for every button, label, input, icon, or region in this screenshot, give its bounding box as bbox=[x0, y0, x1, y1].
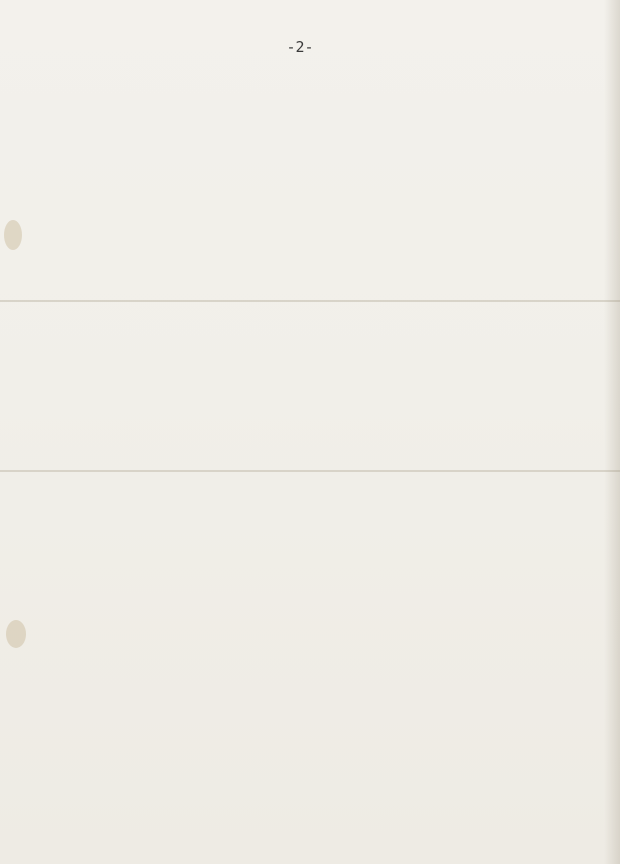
typewritten-body bbox=[70, 94, 590, 833]
typed-line bbox=[70, 564, 590, 586]
typed-line bbox=[70, 273, 590, 295]
typed-line bbox=[70, 699, 590, 721]
typed-line bbox=[70, 788, 590, 810]
typed-line bbox=[70, 721, 590, 743]
typed-line bbox=[70, 206, 590, 228]
typed-line bbox=[70, 385, 590, 407]
typed-line bbox=[70, 811, 590, 833]
typed-line bbox=[70, 519, 590, 541]
typed-line bbox=[70, 407, 590, 429]
typed-line bbox=[70, 430, 590, 452]
typed-line bbox=[70, 497, 590, 519]
typed-line bbox=[70, 251, 590, 273]
typed-line bbox=[70, 452, 590, 474]
typed-line bbox=[70, 184, 590, 206]
typed-line bbox=[70, 94, 590, 116]
typed-line bbox=[70, 609, 590, 631]
typed-line bbox=[70, 587, 590, 609]
typed-line bbox=[70, 475, 590, 497]
typed-line bbox=[70, 161, 590, 183]
typed-line bbox=[70, 296, 590, 318]
typed-line bbox=[70, 139, 590, 161]
typed-line bbox=[70, 743, 590, 765]
page-number: -2- bbox=[286, 38, 314, 56]
typed-line bbox=[70, 631, 590, 653]
typed-line bbox=[70, 228, 590, 250]
typed-line bbox=[70, 116, 590, 138]
typed-line bbox=[70, 766, 590, 788]
paper-edge-shadow bbox=[604, 0, 620, 864]
typed-line bbox=[70, 340, 590, 362]
paper-stain bbox=[6, 620, 26, 648]
typed-line bbox=[70, 654, 590, 676]
typed-line bbox=[70, 318, 590, 340]
typed-line bbox=[70, 542, 590, 564]
typed-line bbox=[70, 363, 590, 385]
paper-stain bbox=[4, 220, 22, 250]
typed-line bbox=[70, 676, 590, 698]
